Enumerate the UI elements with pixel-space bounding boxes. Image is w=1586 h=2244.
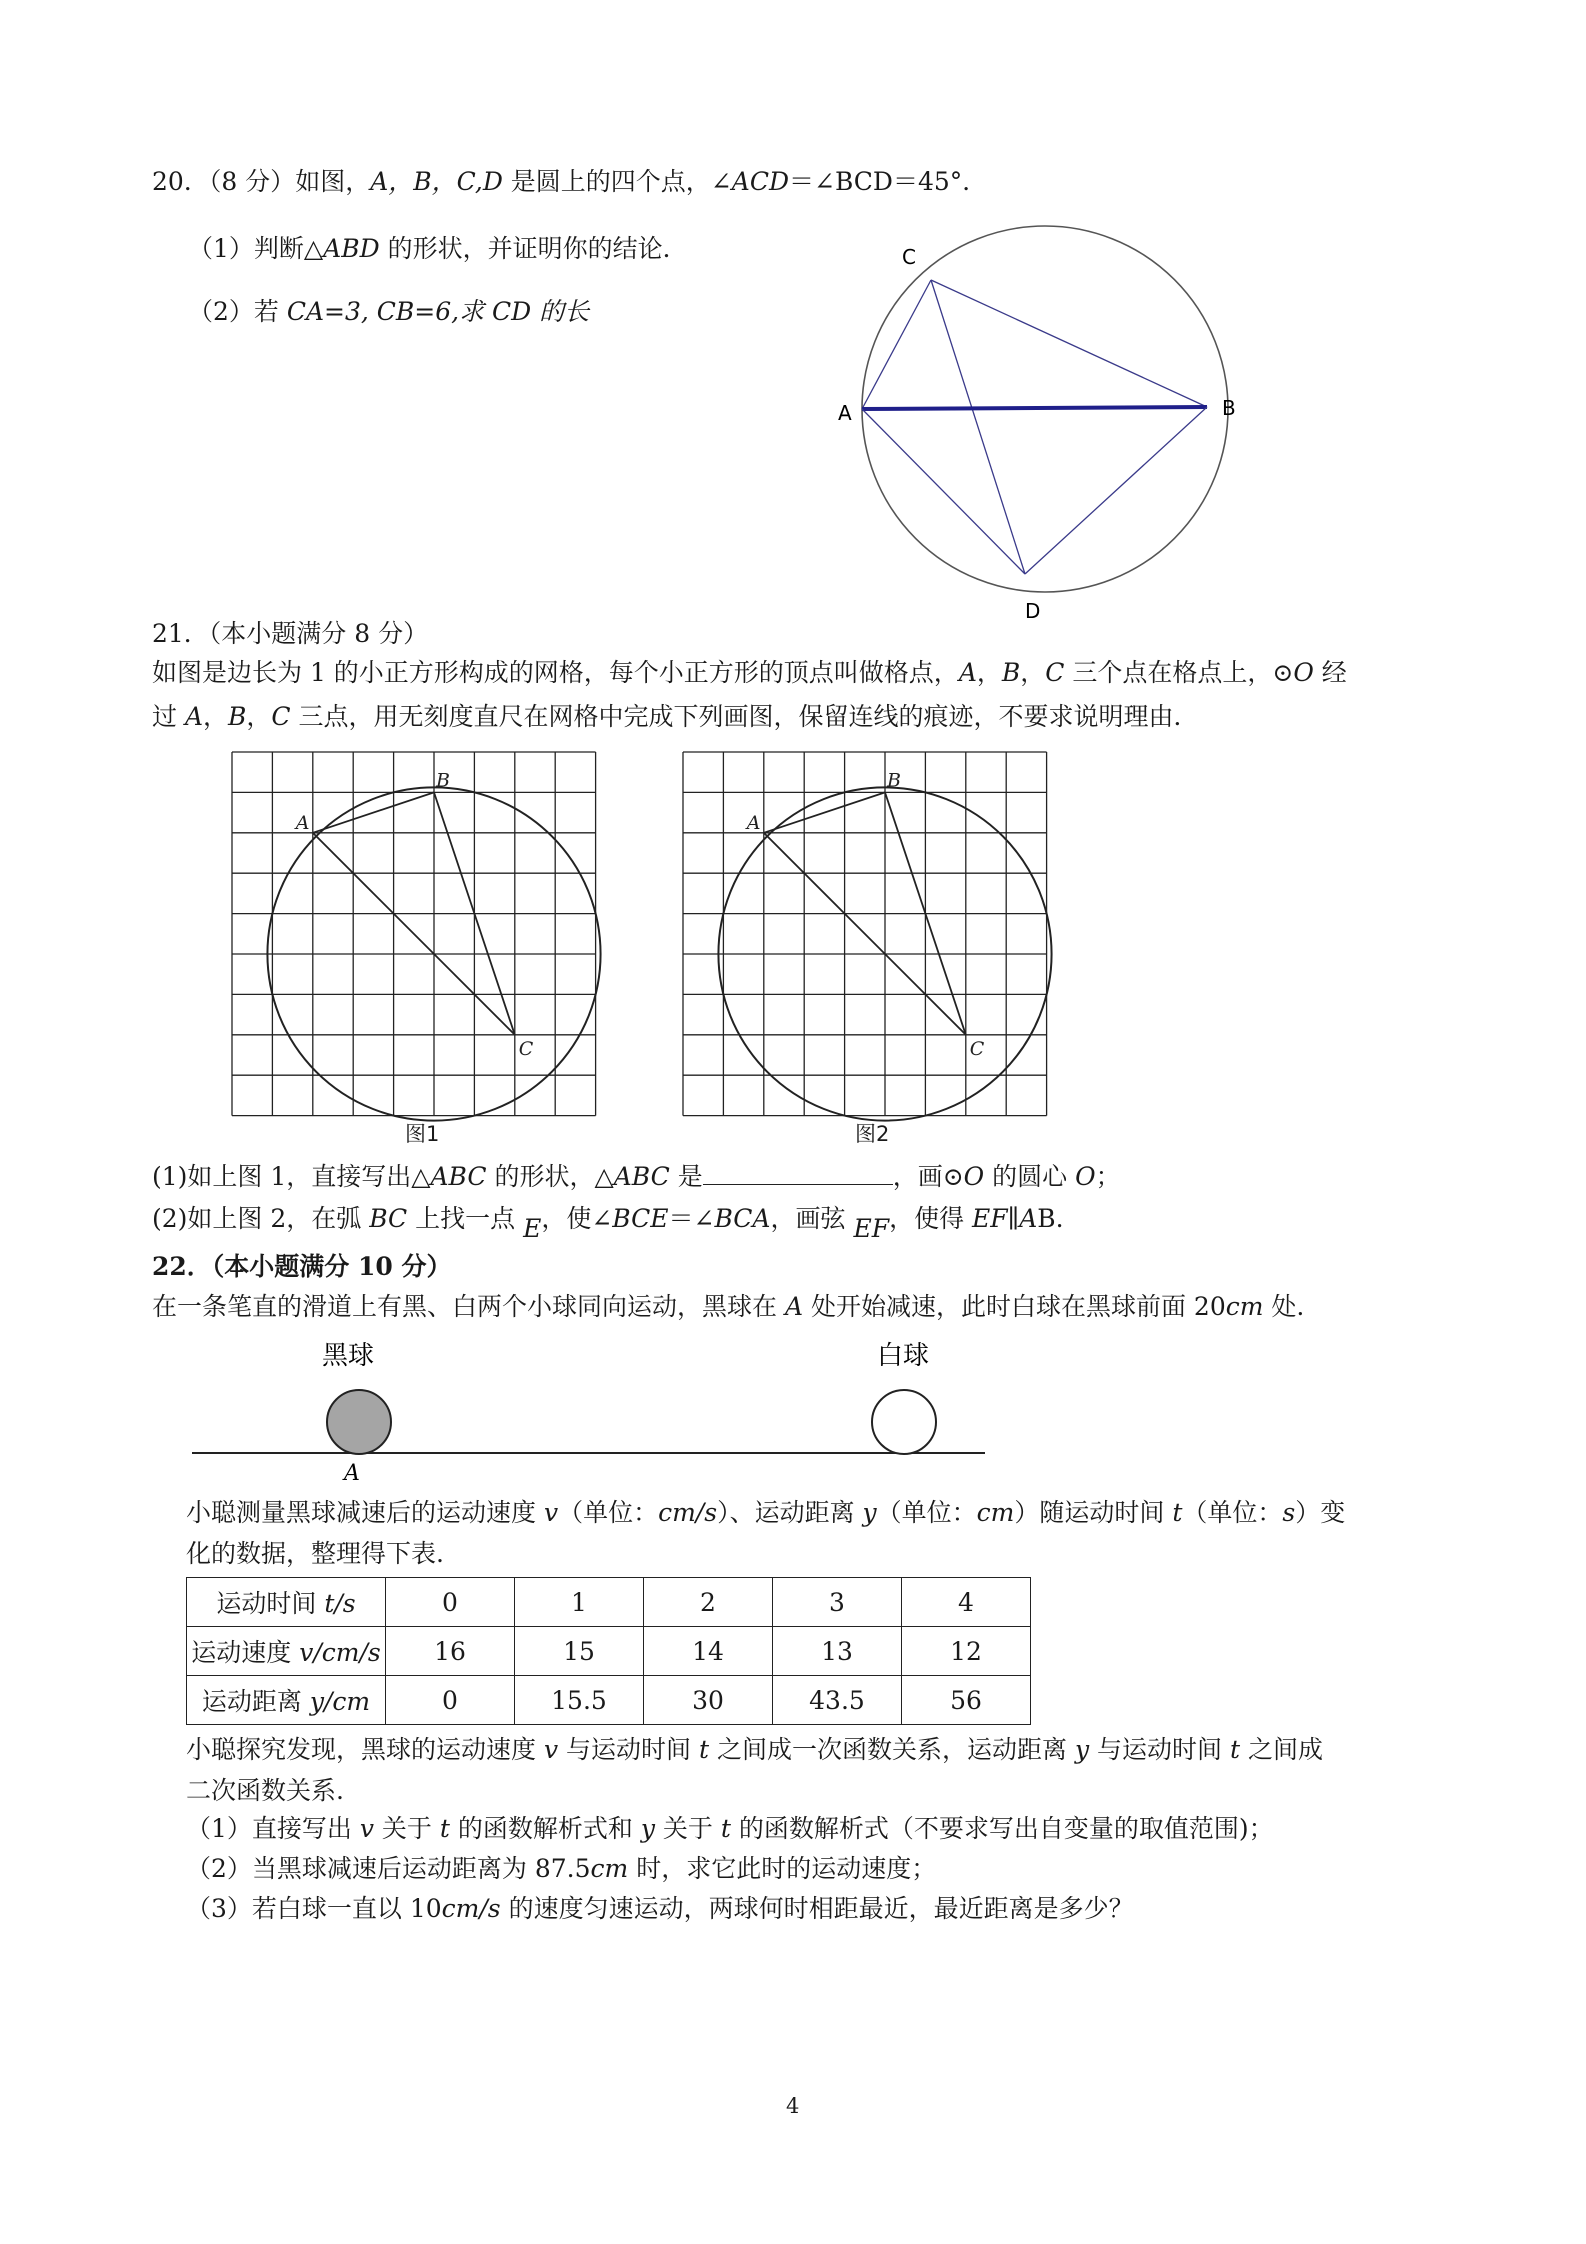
q21-point: C bbox=[1045, 658, 1065, 687]
table-cell: 13 bbox=[773, 1627, 902, 1676]
q20-part1-triangle: ABD bbox=[323, 234, 380, 263]
q20-stem: 20．（8 分）如图，A，B，C,D 是圆上的四个点，∠ACD＝∠BCD＝45°． bbox=[152, 167, 988, 196]
q21-sub2-text: ，使得 bbox=[889, 1204, 973, 1233]
point-a-label: A bbox=[344, 1461, 360, 1486]
q22-unit: s bbox=[1282, 1498, 1296, 1527]
q20-label-a: A bbox=[838, 401, 852, 425]
black-ball bbox=[327, 1390, 391, 1454]
q21-fig2-caption: 图2 bbox=[855, 1122, 890, 1146]
q21-text: 如图是边长为 1 的小正方形构成的网格，每个小正方形的顶点叫做格点， bbox=[152, 658, 959, 687]
q21-text: ， bbox=[246, 702, 272, 731]
q21-sub2-text: 上找一点 bbox=[407, 1204, 524, 1233]
q22-text: （单位： bbox=[1182, 1498, 1283, 1527]
q22-text: 关于 bbox=[373, 1814, 440, 1843]
q21-point: O bbox=[1075, 1162, 1096, 1191]
q22-text: 处开始减速，此时白球在黑球前面 20 bbox=[803, 1292, 1226, 1321]
table-cell: 16 bbox=[386, 1627, 515, 1676]
q22-sub3 bbox=[186, 1892, 1134, 1926]
table-cell: 2 bbox=[644, 1578, 773, 1627]
q21-sub1-text: 的圆心 bbox=[984, 1162, 1076, 1191]
q22-para2: 化的数据，整理得下表. bbox=[186, 1539, 444, 1568]
q22-var: v bbox=[543, 1735, 559, 1764]
row-unit: y/cm bbox=[309, 1687, 371, 1716]
q20-part2-text: （2）若 bbox=[188, 297, 287, 326]
q20-label-b: B bbox=[1222, 396, 1236, 420]
q21-angle: BCE bbox=[612, 1204, 669, 1233]
q22-text: 小聪测量黑球减速后的运动速度 bbox=[186, 1498, 544, 1527]
q22-text: 的速度匀速运动，两球何时相距最近，最近距离是多少？ bbox=[500, 1894, 1134, 1923]
q21-chord: EF bbox=[853, 1214, 890, 1243]
q22-text: （1）直接写出 bbox=[186, 1814, 360, 1843]
q22-text: 处. bbox=[1263, 1292, 1305, 1321]
table-cell: 4 bbox=[902, 1578, 1031, 1627]
point-a-label: A bbox=[746, 811, 761, 834]
q22-text: 之间成一次函数关系，运动距离 bbox=[709, 1735, 1075, 1764]
point-b-label: B bbox=[887, 769, 901, 792]
q22-var: v bbox=[359, 1814, 374, 1843]
q22-text: 的函数解析式（不要求写出自变量的取值范围)； bbox=[730, 1814, 1274, 1843]
q22-text: ）变 bbox=[1295, 1498, 1346, 1527]
q21-parallel: ∥ bbox=[1007, 1204, 1020, 1233]
q20-angle: ACD bbox=[731, 167, 789, 196]
q22-text: 小聪探究发现，黑球的运动速度 bbox=[186, 1735, 544, 1764]
q22-head: 22．（本小题满分 10 分） bbox=[152, 1252, 452, 1281]
q22-var: t bbox=[698, 1735, 710, 1764]
page-number: 4 bbox=[786, 2094, 800, 2118]
q22-text: 与运动时间 bbox=[558, 1735, 699, 1764]
q21-sub1-text: 的形状，△ bbox=[486, 1162, 614, 1191]
white-ball bbox=[872, 1390, 936, 1454]
q21-text: 三个点在格点上，⊙ bbox=[1064, 658, 1294, 687]
q22-text: 的函数解析式和 bbox=[449, 1814, 641, 1843]
q22-var: t bbox=[1172, 1498, 1183, 1527]
table-cell: 43.5 bbox=[773, 1676, 902, 1725]
q22-text: 在一条笔直的滑道上有黑、白两个小球同向运动，黑球在 bbox=[152, 1292, 785, 1321]
q22-var: t bbox=[720, 1814, 731, 1843]
q22-var: v bbox=[543, 1498, 559, 1527]
q21-triangle: ABC bbox=[430, 1162, 487, 1191]
table-row bbox=[187, 1627, 1031, 1676]
q22-sub1 bbox=[186, 1812, 1274, 1846]
point-a-label: A bbox=[295, 811, 310, 834]
table-cell: 0 bbox=[386, 1676, 515, 1725]
row-label: 运动时间 bbox=[216, 1589, 325, 1618]
row-header bbox=[187, 1578, 386, 1627]
q21-sub2-text: ，画弦 bbox=[770, 1204, 854, 1233]
q21-sub1-text: ，画⊙ bbox=[892, 1162, 964, 1191]
table-row bbox=[187, 1676, 1031, 1725]
table-cell: 30 bbox=[644, 1676, 773, 1725]
q21-chord: EF bbox=[972, 1204, 1008, 1233]
q20-stem-text: ＝∠BCD＝45°． bbox=[789, 167, 988, 196]
q20-points: A，B，C,D bbox=[370, 167, 503, 196]
table-row bbox=[187, 1578, 1031, 1627]
q22-var: t bbox=[439, 1814, 450, 1843]
q22-var: y bbox=[1074, 1735, 1090, 1764]
q20-stem-text: 是圆上的四个点，∠ bbox=[502, 167, 732, 196]
table-cell: 12 bbox=[902, 1627, 1031, 1676]
q22-text: （2）当黑球减速后运动距离为 87.5 bbox=[186, 1854, 591, 1883]
q21-sub2-text: ，使∠ bbox=[541, 1204, 613, 1233]
q22-text: （单位： bbox=[876, 1498, 977, 1527]
q21-point: C bbox=[271, 702, 291, 731]
q21-sub2-text: ＝∠ bbox=[668, 1204, 715, 1233]
q21-text: 经 bbox=[1313, 658, 1347, 687]
q21-point: O bbox=[1293, 658, 1314, 687]
q22-para1 bbox=[186, 1496, 1345, 1530]
table-cell: 3 bbox=[773, 1578, 902, 1627]
q21-text: ， bbox=[1020, 658, 1046, 687]
q20-part1-text: 的形状，并证明你的结论． bbox=[379, 234, 688, 263]
q21-sub1-text: (1)如上图 1，直接写出△ bbox=[152, 1162, 431, 1191]
q20-part2-given: CA=3, CB=6,求 CD 的长 bbox=[286, 297, 590, 326]
q22-text: ）随运动时间 bbox=[1014, 1498, 1173, 1527]
q22-text: （3）若白球一直以 10 bbox=[186, 1894, 442, 1923]
q21-point: O bbox=[963, 1162, 985, 1191]
black-ball-label: 黑球 bbox=[322, 1341, 375, 1371]
white-ball-label: 白球 bbox=[877, 1341, 930, 1371]
q22-sub2 bbox=[186, 1852, 936, 1886]
q21-text: ， bbox=[976, 658, 1002, 687]
table-cell: 15.5 bbox=[515, 1676, 644, 1725]
q22-para3 bbox=[186, 1733, 1323, 1767]
table-cell: 0 bbox=[386, 1578, 515, 1627]
point-c-label: C bbox=[518, 1037, 534, 1060]
q21-angle: BCA bbox=[714, 1204, 771, 1233]
row-unit: v/cm/s bbox=[299, 1638, 381, 1667]
row-header bbox=[187, 1676, 386, 1725]
q22-text: （单位： bbox=[558, 1498, 659, 1527]
q21-arc: BC bbox=[369, 1204, 408, 1233]
q20-label-c: C bbox=[902, 245, 916, 269]
q22-unit: cm/s bbox=[441, 1894, 501, 1923]
table-cell: 1 bbox=[515, 1578, 644, 1627]
q22-unit: cm/s bbox=[658, 1498, 718, 1527]
table-cell: 56 bbox=[902, 1676, 1031, 1725]
q21-sub2-text: B. bbox=[1037, 1204, 1064, 1233]
q22-var: y bbox=[862, 1498, 877, 1527]
q21-sub1-text: ； bbox=[1095, 1162, 1121, 1191]
q22-unit: cm bbox=[590, 1854, 629, 1883]
table-cell: 14 bbox=[644, 1627, 773, 1676]
q22-text: 与运动时间 bbox=[1089, 1735, 1230, 1764]
q22-data-table bbox=[186, 1577, 1031, 1725]
q21-text: ， bbox=[203, 702, 229, 731]
q22-point: A bbox=[784, 1292, 804, 1321]
q22-text: 时，求它此时的运动速度； bbox=[628, 1854, 937, 1883]
q22-unit: cm bbox=[1225, 1292, 1264, 1321]
q20-part1-text: （1）判断△ bbox=[188, 234, 324, 263]
q22-var: t bbox=[1229, 1735, 1241, 1764]
q21-head: 21．（本小题满分 8 分） bbox=[152, 619, 429, 648]
q20-score: （8 分） bbox=[208, 167, 296, 196]
q22-text: 关于 bbox=[654, 1814, 721, 1843]
point-b-label: B bbox=[436, 769, 450, 792]
row-label: 运动距离 bbox=[201, 1687, 310, 1716]
row-label: 运动速度 bbox=[191, 1638, 300, 1667]
q20-stem-text: 如图， bbox=[295, 167, 371, 196]
q20-label-d: D bbox=[1025, 599, 1041, 623]
row-unit: t/s bbox=[324, 1589, 356, 1618]
q21-sub1-text: 是 bbox=[669, 1162, 703, 1191]
table-cell: 15 bbox=[515, 1627, 644, 1676]
q21-point: B bbox=[228, 702, 247, 731]
q22-text: 之间成 bbox=[1240, 1735, 1323, 1764]
q22-var: y bbox=[640, 1814, 655, 1843]
q21-point: A bbox=[1019, 1204, 1038, 1233]
q21-text: 三点，用无刻度直尺在网格中完成下列画图，保留连线的痕迹，不要求说明理由． bbox=[290, 702, 1199, 731]
q21-fig1-caption: 图1 bbox=[405, 1122, 440, 1146]
row-header bbox=[187, 1627, 386, 1676]
q22-unit: cm bbox=[976, 1498, 1015, 1527]
q21-triangle: ABC bbox=[613, 1162, 670, 1191]
q21-point: A bbox=[184, 702, 204, 731]
q21-sub2-text: (2)如上图 2，在弧 bbox=[152, 1204, 370, 1233]
q22-text: ）、运动距离 bbox=[717, 1498, 863, 1527]
q20-number: 20 bbox=[152, 167, 184, 196]
q22-para4: 二次函数关系. bbox=[186, 1776, 344, 1805]
q21-point: A bbox=[958, 658, 977, 687]
q21-point: B bbox=[1001, 658, 1021, 687]
q21-point: E bbox=[523, 1214, 542, 1243]
point-c-label: C bbox=[969, 1037, 985, 1060]
q21-text: 过 bbox=[152, 702, 185, 731]
